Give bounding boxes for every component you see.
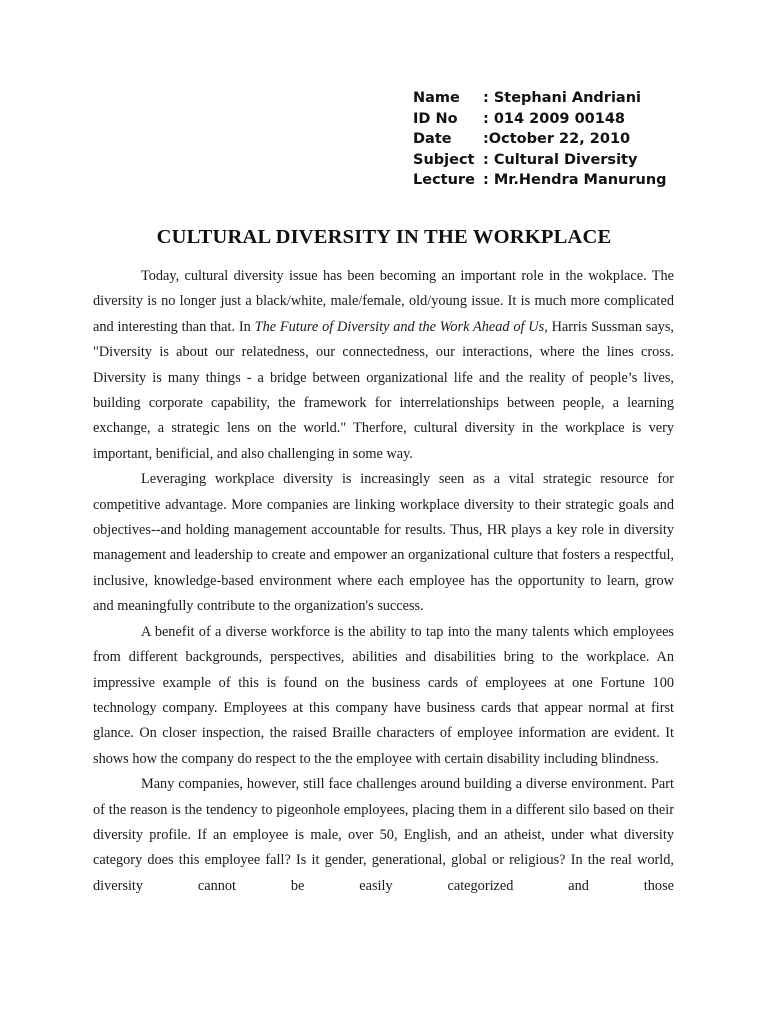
name-value: : Stephani Andriani bbox=[483, 90, 642, 106]
paragraph-2: Leveraging workplace diversity is increasingly seen as a vital strategic resource for competitive advantage. More companies are linking workplace diversity to their strategic goals and objectives--and holding management accountable for results. Thus, HR plays a key role in diversity management and leadership to create and empower an organizational culture that fosters a respectful, inclusive, knowledge-based environment where each employee has the opportunity to learn, grow and meaningfully contribute to the organization's success. bbox=[93, 471, 674, 615]
date-label: Date bbox=[413, 131, 452, 148]
name-row bbox=[413, 88, 667, 109]
subject-value: : Cultural Diversity bbox=[483, 151, 638, 168]
paragraph-4: Many companies, however, still face challenges around building a diverse environment. Part of the reason is the tendency to pigeonhole employees, placing them in a different silo based on their diversity profile. If an employee is male, over 50, English, and an atheist, under what diversity category does this employee fall? Is it gender, generational, global or religious? In the real world, diversity cannot be easily categorized and those bbox=[93, 776, 674, 894]
document-title: CULTURAL DIVERSITY IN THE WORKPLACE bbox=[156, 226, 612, 248]
date-row bbox=[413, 129, 667, 150]
lecture-row bbox=[413, 170, 667, 191]
paragraph-1 bbox=[93, 264, 674, 467]
date-value: :October 22, 2010 bbox=[483, 131, 631, 148]
subject-label: Subject bbox=[413, 151, 475, 168]
paragraph-3: A benefit of a diverse workforce is the ability to tap into the many talents which employees from different backgrounds, perspectives, abilities and disabilities bring to the workplace. An impressive example of this is found on the business cards of employees at one Fortune 100 technology company. Employees at this company have business cards that appear normal at first glance. On closer inspection, the raised Braille characters of employee information are evident. It shows how the company do respect to the the employee with certain disability including blindness. bbox=[93, 623, 674, 767]
name-label: Name bbox=[413, 90, 460, 106]
book-title: The Future of Diversity and the Work Ahead of Us bbox=[254, 318, 545, 335]
id-row bbox=[413, 109, 667, 130]
essay-body bbox=[93, 264, 674, 899]
lecture-value: : Mr.Hendra Manurung bbox=[483, 172, 667, 189]
paragraph-1-text: Today, cultural diversity issue has been becoming an important role in the wokplace. The diversity is no longer just a black/white, male/female, old/young issue. It is much more complicated and interesting than that. In bbox=[93, 268, 674, 335]
student-info-block bbox=[413, 88, 667, 191]
id-label: ID No bbox=[413, 110, 458, 127]
lecture-label: Lecture bbox=[413, 172, 475, 189]
id-value: : 014 2009 00148 bbox=[483, 110, 626, 127]
paragraph-1-text-cont: , Harris Sussman says, "Diversity is about our relatedness, our connectedness, our interactions, where the lines cross. Diversity is many things - a bridge between organizational life and the reality of people’s lives, building corporate capability, the framework for interrelationships between people, a learning exchange, a strategic lens on the world." Therfore, cultural diversity in the workplace is very important, benificial, and also challenging in some way. bbox=[93, 318, 674, 462]
subject-row bbox=[413, 150, 667, 171]
